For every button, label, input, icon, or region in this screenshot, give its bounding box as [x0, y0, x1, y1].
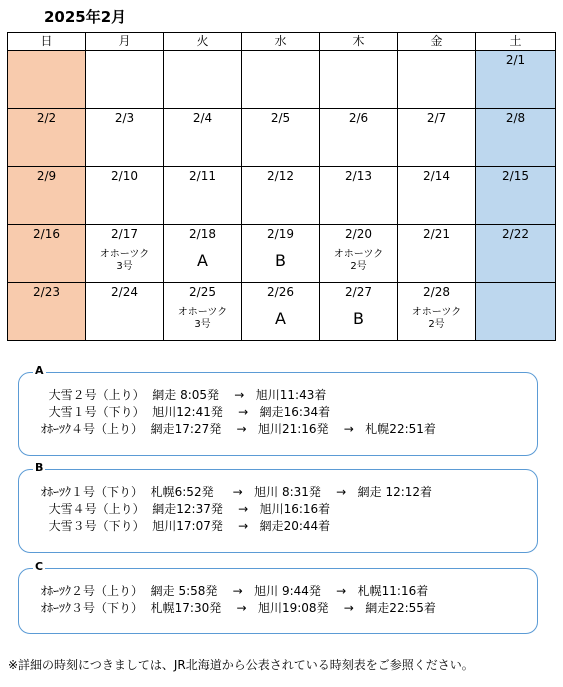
- schedule-label: A: [35, 364, 44, 377]
- calendar-day-cell: [320, 167, 398, 225]
- schedule-lines: [41, 583, 436, 617]
- schedule-box-a: [18, 364, 538, 456]
- day-date: 2/27: [345, 285, 372, 299]
- calendar-week-row: [8, 225, 556, 283]
- schedule-code: B: [275, 251, 286, 270]
- weekday-header-row: [8, 33, 556, 51]
- day-date: 2/21: [423, 227, 450, 241]
- calendar-table: [7, 32, 556, 341]
- weekday-header: 月: [86, 33, 164, 51]
- schedule-line: 大雪４号（上り） 網走12:37発 → 旭川16:16着: [41, 502, 331, 516]
- day-date: 2/8: [505, 111, 526, 125]
- calendar-day-cell: [164, 167, 242, 225]
- weekday-header: 土: [476, 33, 556, 51]
- calendar-day-cell: [8, 51, 86, 109]
- schedule-label: C: [35, 560, 44, 573]
- weekday-header: 日: [8, 33, 86, 51]
- calendar-day-cell: [164, 283, 242, 341]
- calendar-day-cell: [242, 167, 320, 225]
- day-date: 2/18: [189, 227, 216, 241]
- schedule-line: 大雪３号（下り） 旭川17:07発 → 網走20:44着: [41, 519, 331, 533]
- calendar-day-cell: [8, 225, 86, 283]
- schedule-code: A: [197, 251, 208, 270]
- calendar-day-cell: [164, 109, 242, 167]
- calendar-day-cell: [242, 109, 320, 167]
- calendar-day-cell: [398, 167, 476, 225]
- schedule-box-b: [18, 461, 538, 553]
- calendar-day-cell: [398, 51, 476, 109]
- calendar-week-row: [8, 283, 556, 341]
- weekday-header: 金: [398, 33, 476, 51]
- weekday-header: 火: [164, 33, 242, 51]
- calendar-day-cell: [86, 167, 164, 225]
- footnote: ※詳細の時刻につきましては、JR北海道から公表されている時刻表をご参照ください。: [8, 658, 474, 672]
- calendar-title: 2025年2月: [44, 8, 127, 26]
- calendar-day-cell: [476, 283, 556, 341]
- day-date: 2/14: [423, 169, 450, 183]
- train-note-name: オホーツク: [99, 249, 150, 260]
- calendar-day-cell: [320, 51, 398, 109]
- day-date: 2/23: [33, 285, 60, 299]
- schedule-line: ｵﾎｰﾂｸ３号（下り） 札幌17:30発 → 旭川19:08発 → 網走22:55着: [41, 601, 436, 615]
- train-note-number: 3号: [194, 319, 211, 330]
- calendar-day-cell: [320, 283, 398, 341]
- calendar-day-cell: [476, 167, 556, 225]
- schedule-line: ｵﾎｰﾂｸ１号（下り） 札幌6:52発 → 旭川 8:31発 → 網走 12:12着: [41, 485, 433, 499]
- day-date: 2/3: [114, 111, 135, 125]
- schedule-line: 大雪２号（上り） 網走 8:05発 → 旭川11:43着: [41, 388, 327, 402]
- calendar-day-cell: [164, 225, 242, 283]
- calendar-day-cell: [320, 109, 398, 167]
- day-date: 2/13: [345, 169, 372, 183]
- calendar-day-cell: [164, 51, 242, 109]
- schedule-lines: [41, 484, 432, 535]
- calendar-day-cell: [398, 109, 476, 167]
- calendar-week-row: [8, 167, 556, 225]
- calendar-day-cell: [8, 167, 86, 225]
- calendar-day-cell: [242, 283, 320, 341]
- day-date: 2/1: [505, 53, 526, 67]
- calendar-day-cell: [320, 225, 398, 283]
- day-date: 2/12: [267, 169, 294, 183]
- calendar-day-cell: [476, 51, 556, 109]
- calendar-day-cell: [242, 51, 320, 109]
- day-date: 2/11: [189, 169, 216, 183]
- schedule-box-c: [18, 560, 538, 634]
- train-note: [86, 249, 163, 273]
- calendar-day-cell: [398, 283, 476, 341]
- calendar-week-row: [8, 51, 556, 109]
- day-date: 2/24: [111, 285, 138, 299]
- schedule-label: B: [35, 461, 44, 474]
- schedule-lines: [41, 387, 436, 438]
- calendar-day-cell: [86, 225, 164, 283]
- day-date: 2/15: [502, 169, 529, 183]
- schedule-line: 大雪１号（下り） 旭川12:41発 → 網走16:34着: [41, 405, 331, 419]
- weekday-header: 水: [242, 33, 320, 51]
- weekday-header: 木: [320, 33, 398, 51]
- day-date: 2/4: [192, 111, 213, 125]
- day-date: 2/6: [348, 111, 369, 125]
- day-date: 2/5: [270, 111, 291, 125]
- schedule-code: B: [353, 309, 364, 328]
- train-note-name: オホーツク: [177, 307, 228, 318]
- train-note: [320, 249, 397, 273]
- calendar-day-cell: [398, 225, 476, 283]
- calendar-day-cell: [8, 283, 86, 341]
- calendar-day-cell: [476, 109, 556, 167]
- calendar-day-cell: [8, 109, 86, 167]
- day-date: 2/10: [111, 169, 138, 183]
- day-date: 2/28: [423, 285, 450, 299]
- train-note-number: 3号: [116, 261, 133, 272]
- schedule-line: ｵﾎｰﾂｸ４号（上り） 網走17:27発 → 旭川21:16発 → 札幌22:51着: [41, 422, 436, 436]
- calendar-day-cell: [476, 225, 556, 283]
- day-date: 2/2: [36, 111, 57, 125]
- calendar-day-cell: [242, 225, 320, 283]
- train-note-name: オホーツク: [411, 307, 462, 318]
- day-date: 2/9: [36, 169, 57, 183]
- schedule-code: A: [275, 309, 286, 328]
- day-date: 2/7: [426, 111, 447, 125]
- train-note: [164, 307, 241, 331]
- day-date: 2/20: [345, 227, 372, 241]
- day-date: 2/22: [502, 227, 529, 241]
- day-date: 2/25: [189, 285, 216, 299]
- day-date: 2/16: [33, 227, 60, 241]
- calendar-week-row: [8, 109, 556, 167]
- day-date: 2/26: [267, 285, 294, 299]
- train-note: [398, 307, 475, 331]
- train-note-number: 2号: [350, 261, 367, 272]
- schedule-line: ｵﾎｰﾂｸ２号（上り） 網走 5:58発 → 旭川 9:44発 → 札幌11:16着: [41, 584, 429, 598]
- train-note-name: オホーツク: [333, 249, 384, 260]
- day-date: 2/17: [111, 227, 138, 241]
- day-date: 2/19: [267, 227, 294, 241]
- train-note-number: 2号: [428, 319, 445, 330]
- calendar-day-cell: [86, 51, 164, 109]
- calendar-day-cell: [86, 283, 164, 341]
- calendar-day-cell: [86, 109, 164, 167]
